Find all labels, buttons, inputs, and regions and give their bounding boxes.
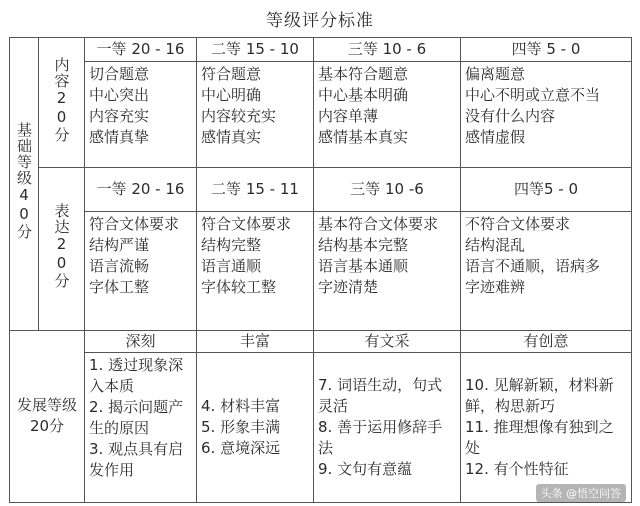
basic-grade-label: 基础等级40分 [10,38,39,331]
expression-header-3: 三等 10 -6 [314,168,461,212]
grading-table [9,37,632,503]
development-cell-creative: 10. 见解新颖，材料新鲜，构思新巧 11. 推理想像有独到之处 12. 有个性特征 [461,352,632,502]
content-cell-grade-2: 符合题意 中心明确 内容较充实 感情真实 [197,62,314,168]
expression-cell-grade-2: 符合文体要求 结构完整 语言通顺 字体较工整 [197,212,314,330]
page-title: 等级评分标准 [266,11,374,31]
content-header-4: 四等 5 - 0 [461,38,632,62]
expression-header-1: 一等 20 - 16 [85,168,197,212]
development-cell-rich: 4. 材料丰富 5. 形象丰满 6. 意境深远 [197,352,314,502]
development-header-2: 丰富 [197,330,314,352]
content-cell-grade-1: 切合题意 中心突出 内容充实 感情真挚 [85,62,197,168]
expression-cell-grade-1: 符合文体要求 结构严谨 语言流畅 字体工整 [85,212,197,330]
expression-label: 表达20分 [39,168,85,330]
development-cell-literary: 7. 词语生动，句式灵活 8. 善于运用修辞手法 9. 文句有意蕴 [314,352,461,502]
expression-cell-grade-4: 不符合文体要求 结构混乱 语言不通顺，语病多 字迹难辨 [461,212,632,330]
content-label: 内容20分 [39,38,85,168]
content-cell-grade-3: 基本符合题意 中心基本明确 内容单薄 感情基本真实 [314,62,461,168]
development-header-3: 有文采 [314,330,461,352]
content-cell-grade-4: 偏离题意 中心不明或立意不当 没有什么内容 感情虚假 [461,62,632,168]
expression-cell-grade-3: 基本符合文体要求 结构基本完整 语言基本通顺 字迹清楚 [314,212,461,330]
development-grade-label: 发展等级20分 [10,330,85,502]
development-header-4: 有创意 [461,330,632,352]
development-cell-deep: 1. 透过现象深入本质 2. 揭示问题产生的原因 3. 观点具有启发作用 [85,352,197,502]
expression-header-4: 四等5 - 0 [461,168,632,212]
expression-header-2: 二等 15 - 11 [197,168,314,212]
content-header-3: 三等 10 - 6 [314,38,461,62]
content-header-2: 二等 15 - 10 [197,38,314,62]
content-header-1: 一等 20 - 16 [85,38,197,62]
development-header-1: 深刻 [85,330,197,352]
watermark: 头条 @悟空问答 [536,484,627,502]
